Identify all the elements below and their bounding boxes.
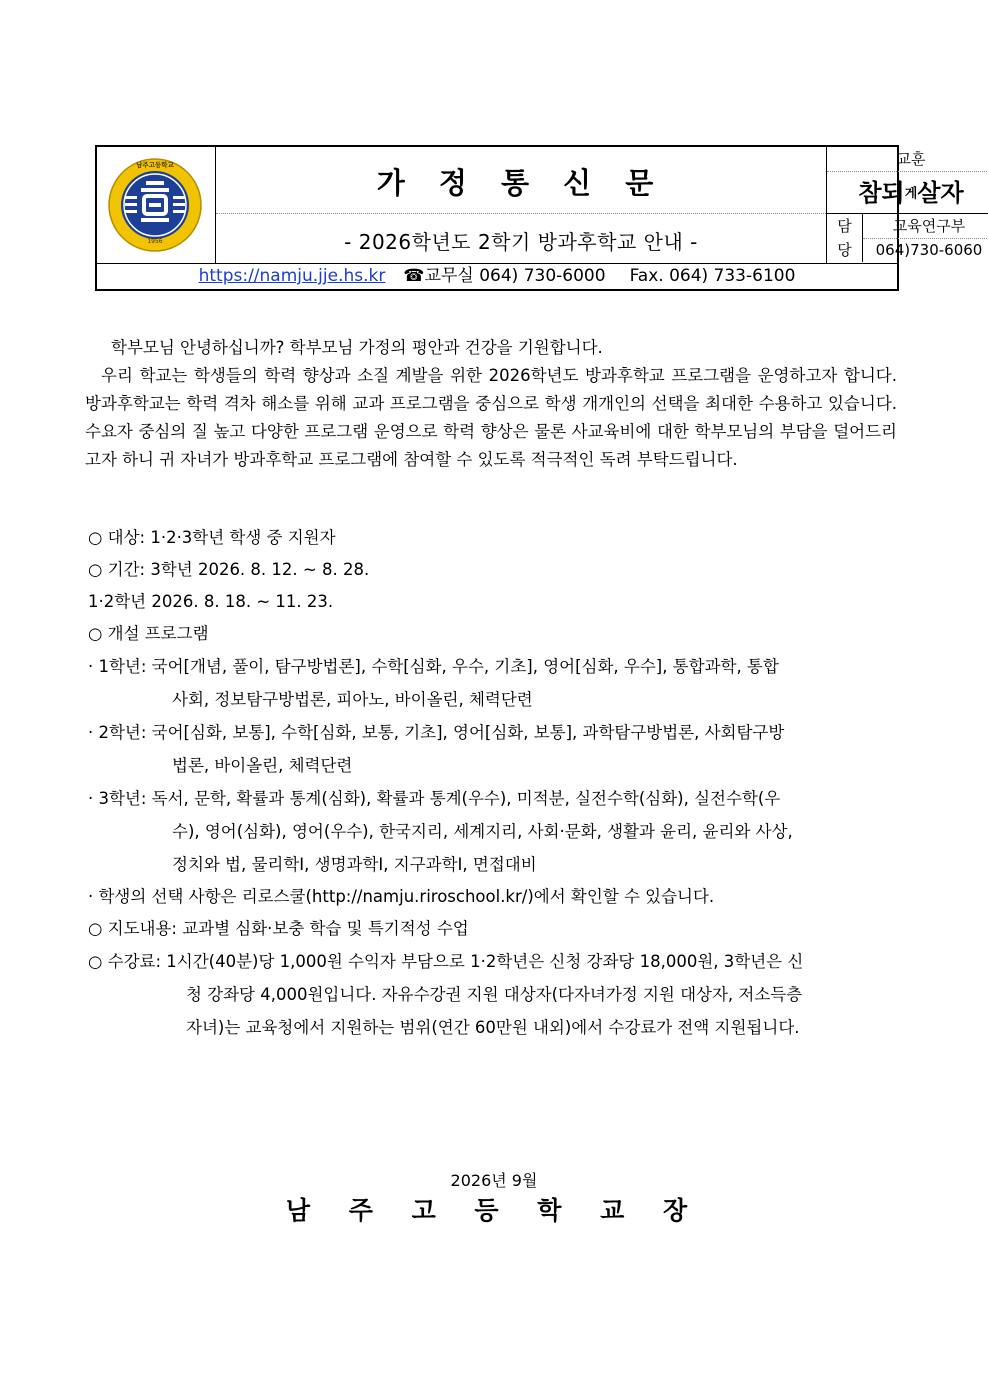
contact-phone: 064)730-6060 bbox=[875, 241, 983, 259]
list-item-grade1 bbox=[88, 650, 898, 716]
contact-box bbox=[827, 213, 988, 263]
contact-label bbox=[827, 214, 863, 262]
greeting: 학부모님 안녕하십니까? 학부모님 가정의 평안과 건강을 기원합니다. bbox=[111, 338, 603, 357]
grade1-cont: 사회, 정보탐구방법론, 피아노, 바이올린, 체력단련 bbox=[172, 690, 533, 709]
list-item-target: ○ 대상: 1·2·3학년 학생 중 지원자 bbox=[88, 528, 336, 547]
fax-number: Fax. 064) 733-6100 bbox=[629, 266, 796, 286]
intro-paragraph: 우리 학교는 학생들의 학력 향상과 소질 계발을 위한 2026학년도 방과후학교 프로그램을 운영하고자 합니다. 방과후학교는 학력 격차 해소를 위해 교과 프로그램을 중심으로 학생 개개인의 선택을 최대한 수용하고 있습니다. 수요자 중심의 질 높고 다양한 프로그램 운영으로 학력 향상은 물론 사교육비에 대한 학부모님의 부담을 덜어드리고자 하니 귀 자녀가 방과후학교 프로그램에 참여할 수 있도록 적극적인 독려 부탁드립니다. bbox=[85, 366, 897, 469]
list-item-grade2 bbox=[88, 716, 898, 782]
contact-label-bottom: 당 bbox=[837, 241, 852, 259]
motto-label: 교훈 bbox=[827, 147, 988, 172]
list-item-period-cont: 1·2학년 2026. 8. 18. ~ 11. 23. bbox=[88, 592, 334, 611]
motto-part-small: 게 bbox=[904, 186, 918, 202]
grade3-cont1: 수), 영어(심화), 영어(우수), 한국지리, 세계지리, 사회·문화, 생활과 윤리, 윤리와 사상, bbox=[172, 822, 793, 841]
title-cell bbox=[216, 147, 827, 263]
list-item-programs: ○ 개설 프로그램 bbox=[88, 624, 209, 643]
emblem-ring-text: 남주고등학교 bbox=[136, 161, 174, 169]
page-title: 가 정 통 신 문 bbox=[376, 166, 666, 200]
office-phone: ☎교무실 064) 730-6000 bbox=[403, 266, 606, 286]
list-item-fee bbox=[88, 945, 898, 1044]
list-item-period: ○ 기간: 3학년 2026. 8. 12. ~ 8. 28. bbox=[88, 560, 370, 579]
school-emblem-icon bbox=[97, 147, 216, 263]
emblem-year: 1956 bbox=[147, 238, 163, 245]
logo-cell bbox=[97, 147, 216, 263]
grade1-lead: · 1학년: 국어[개념, 풀이, 탐구방법론], 수학[심화, 우수, 기초], 영어[심화, 우수], 통합과학, 통합 bbox=[88, 657, 779, 676]
info-list bbox=[88, 522, 898, 1044]
signature: 남 주 고 등 학 교 장 bbox=[285, 1196, 703, 1225]
motto-part-1: 참되 bbox=[858, 178, 905, 207]
fee-cont1: 청 강좌당 4,000원입니다. 자유수강권 지원 대상자(다자녀가정 지원 대상자, 저소득층 bbox=[186, 985, 803, 1004]
website-link[interactable]: https://namju.jje.hs.kr bbox=[198, 266, 386, 286]
contact-label-top: 담 bbox=[837, 217, 852, 235]
grade3-cont2: 정치와 법, 물리학Ⅰ, 생명과학Ⅰ, 지구과학Ⅰ, 면접대비 bbox=[172, 855, 537, 874]
page-subtitle: - 2026학년도 2학기 방과후학교 안내 - bbox=[344, 230, 698, 254]
list-item-guidance: ○ 지도내용: 교과별 심화·보충 학습 및 특기적성 수업 bbox=[88, 919, 469, 938]
issue-date: 2026년 9월 bbox=[450, 1171, 538, 1190]
grade3-lead: · 3학년: 독서, 문학, 확률과 통계(심화), 확률과 통계(우수), 미적분, 실전수학(심화), 실전수학(우 bbox=[88, 789, 781, 808]
grade2-lead: · 2학년: 국어[심화, 보통], 수학[심화, 보통, 기초], 영어[심화, 보통], 과학탐구방법론, 사회탐구방 bbox=[88, 723, 785, 742]
list-item-selection-note: · 학생의 선택 사항은 리로스쿨(http://namju.riroschool.kr/)에서 확인할 수 있습니다. bbox=[88, 887, 715, 906]
contact-row bbox=[97, 263, 897, 289]
header-table bbox=[95, 145, 983, 291]
fee-lead: ○ 수강료: 1시간(40분)당 1,000원 수익자 부담으로 1·2학년은 신청 강좌당 18,000원, 3학년은 신 bbox=[88, 952, 804, 971]
fee-cont2: 자녀)는 교육청에서 지원하는 범위(연간 60만원 내외)에서 수강료가 전액 지원됩니다. bbox=[186, 1018, 800, 1037]
list-item-grade3 bbox=[88, 782, 898, 881]
contact-department: 교육연구부 bbox=[863, 214, 988, 239]
school-motto bbox=[827, 173, 988, 213]
side-info bbox=[827, 147, 988, 263]
grade2-cont: 법론, 바이올린, 체력단련 bbox=[172, 756, 353, 775]
motto-part-2: 살자 bbox=[917, 178, 964, 207]
